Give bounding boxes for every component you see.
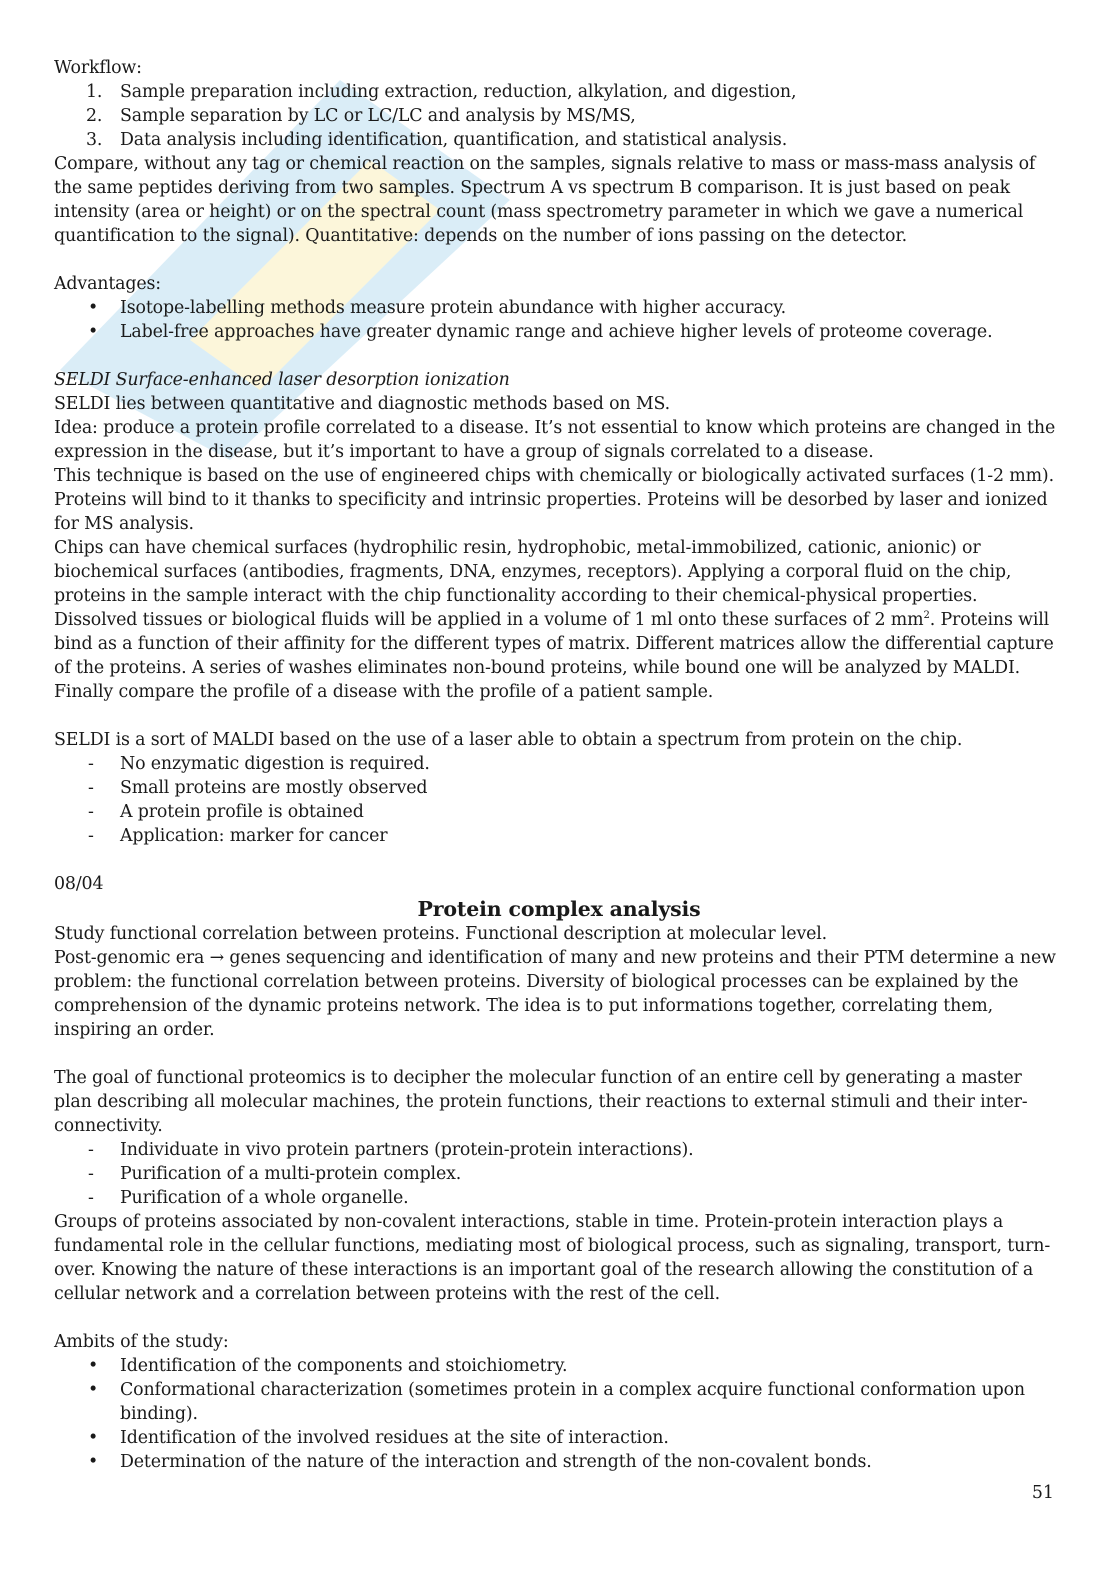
list-item: • Label-free approaches have greater dynamic range and achieve higher levels of proteome coverage.: [88, 322, 993, 342]
lecture-date: 08/04: [54, 874, 104, 894]
list-item: - Application: marker for cancer: [88, 826, 388, 846]
list-item: • Conformational characterization (sometimes protein in a complex acquire functional conformation upon binding).: [88, 1380, 1025, 1424]
advantages-title: Advantages:: [54, 274, 161, 294]
list-item: - Individuate in vivo protein partners (protein-protein interactions).: [88, 1140, 694, 1160]
seldi-list: [54, 752, 1064, 848]
list-item: • Isotope-labelling methods measure protein abundance with higher accuracy.: [88, 298, 786, 318]
seldi-subtitle: SELDI Surface-enhanced laser desorption ionization: [54, 370, 510, 390]
seldi-paragraph-3: This technique is based on the use of engineered chips with chemically or biologically activated surfaces (1-2 mm). Proteins will bind to it thanks to specificity and intrinsic properties. Proteins will be desorbed by laser and ionized for MS analysis.: [54, 466, 1054, 534]
list-item: • Determination of the nature of the interaction and strength of the non-covalent bonds.: [88, 1452, 872, 1472]
page-number: 51: [1031, 1483, 1054, 1503]
complex-paragraph-3: The goal of functional proteomics is to decipher the molecular function of an entire cell by generating a master plan describing all molecular machines, the protein functions, their reactions to external stimuli and their inter-connectivity.: [54, 1068, 1028, 1136]
list-item: • Identification of the components and stoichiometry.: [88, 1356, 568, 1376]
list-item: - A protein profile is obtained: [88, 802, 364, 822]
workflow-steps: [54, 80, 1064, 152]
advantages-list: [54, 296, 1064, 344]
list-item: - No enzymatic digestion is required.: [88, 754, 430, 774]
complex-paragraph-2: Post-genomic era → genes sequencing and identification of many and new proteins and their PTM determine a new problem: the functional correlation between proteins. Diversity of biological processes can be explained by the comprehension of the dynamic proteins network. The idea is to put informations together, correlating them, inspiring an order.: [54, 948, 1056, 1040]
seldi-paragraph-4: Chips can have chemical surfaces (hydrophilic resin, hydrophobic, metal-immobilized, cationic, anionic) or biochemical surfaces (antibodies, fragments, DNA, enzymes, receptors). Applying a corporal fluid on the chip, proteins in the sample interact with the chip functionality according to their chemical-physical properties. Dissolved tissues or biological fluids will be applied in a volume of 1 ml onto these surfaces of 2 $mm^2$. Proteins will bind as a function of their affinity for the different types of matrix. Different matrices allow the differential capture of the proteins. A series of washes eliminates non-bound proteins, while bound one will be analyzed by MALDI. Finally compare the profile of a disease with the profile of a patient sample.: [54, 538, 1054, 702]
list-item: 3. Data analysis including identification, quantification, and statistical analysis.: [86, 130, 788, 150]
seldi-paragraph-5: SELDI is a sort of MALDI based on the use of a laser able to obtain a spectrum from protein on the chip.: [54, 730, 963, 750]
list-item: - Purification of a multi-protein complex.: [88, 1164, 462, 1184]
workflow-title: Workflow:: [54, 58, 142, 78]
ambits-title: Ambits of the study:: [54, 1332, 229, 1352]
ambits-list: [54, 1354, 1064, 1474]
seldi-paragraph-1: SELDI lies between quantitative and diagnostic methods based on MS.: [54, 394, 670, 414]
complex-paragraph-4: Groups of proteins associated by non-covalent interactions, stable in time. Protein-protein interaction plays a fundamental role in the cellular functions, mediating most of biological process, such as signaling, transport, turn-over. Knowing the nature of these interactions is an important goal of the research allowing the constitution of a cellular network and a correlation between proteins with the rest of the cell.: [54, 1212, 1051, 1304]
seldi-paragraph-2: Idea: produce a protein profile correlated to a disease. It’s not essential to know which proteins are changed in the expression in the disease, but it’s important to have a group of signals correlated to a disease.: [54, 418, 1056, 462]
list-item: 1. Sample preparation including extraction, reduction, alkylation, and digestion,: [86, 82, 797, 102]
complex-list: [54, 1138, 1064, 1210]
list-item: • Identification of the involved residues at the site of interaction.: [88, 1428, 669, 1448]
list-item: - Small proteins are mostly observed: [88, 778, 428, 798]
list-item: - Purification of a whole organelle.: [88, 1188, 409, 1208]
workflow-paragraph: Compare, without any tag or chemical reaction on the samples, signals relative to mass or mass-mass analysis of the same peptides deriving from two samples. Spectrum A vs spectrum B comparison. It is just based on peak intensity (area or height) or on the spectral count (mass spectrometry parameter in which we gave a numerical quantification to the signal). Quantitative: depends on the number of ions passing on the detector.: [54, 154, 1036, 246]
complex-paragraph-1: Study functional correlation between proteins. Functional description at molecular level.: [54, 924, 828, 944]
list-item: 2. Sample separation by LC or LC/LC and analysis by MS/MS,: [86, 106, 636, 126]
document-page: [54, 56, 1064, 1474]
section-heading: Protein complex analysis: [417, 897, 701, 921]
